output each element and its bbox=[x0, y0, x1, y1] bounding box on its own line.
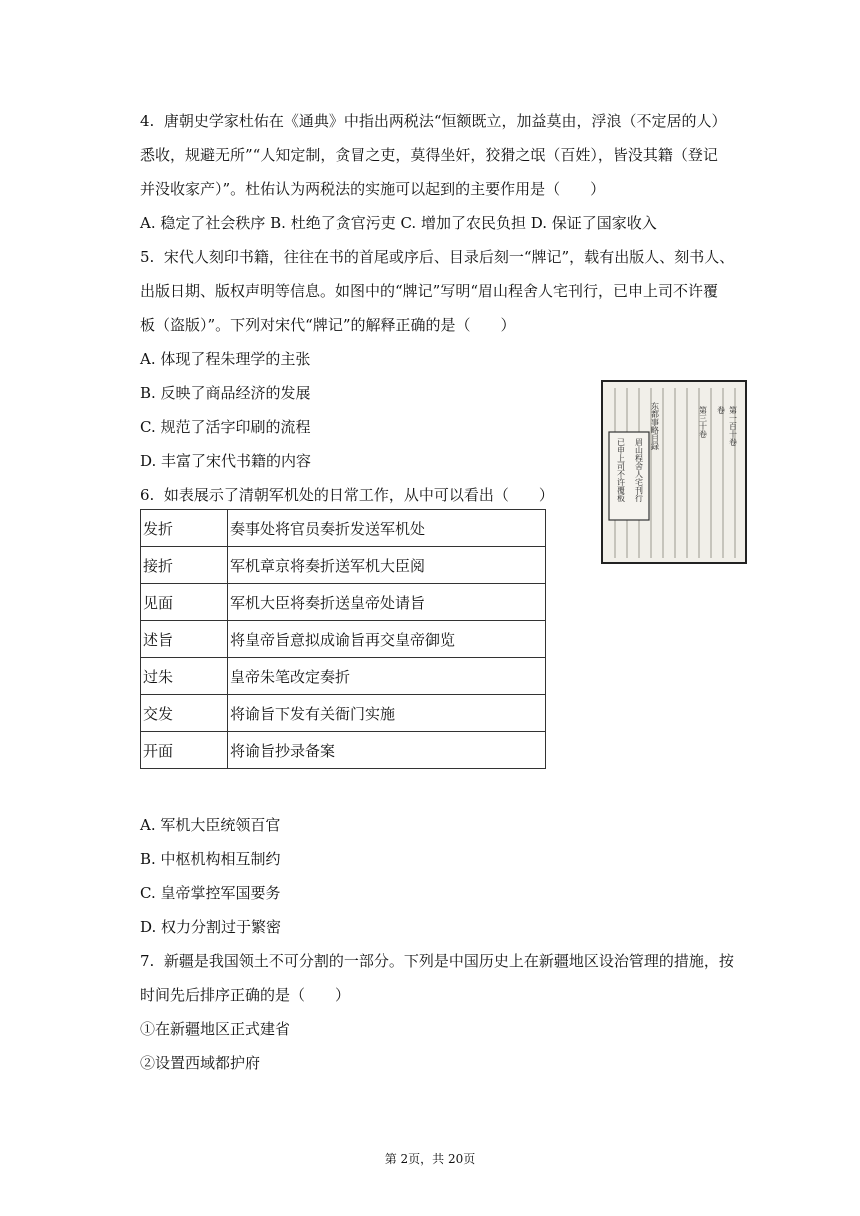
q5-stem-line2: 出版日期、版权声明等信息。如图中的“牌记”写明“眉山程舍人宅刊行，已申上司不许覆 bbox=[140, 282, 719, 300]
q4-stem-line1: 4. 唐朝史学家杜佑在《通典》中指出两税法“恒额既立，加益莫由，浮浪（不定居的人） bbox=[140, 112, 727, 130]
table-cell: 发折 bbox=[141, 510, 228, 547]
q6-option-c: C. 皇帝掌控军国要务 bbox=[140, 884, 281, 902]
table-row bbox=[141, 510, 546, 547]
q6-stem: 6. 如表展示了清朝军机处的日常工作，从中可以看出（ ） bbox=[140, 486, 554, 504]
q7-stem-line1: 7. 新疆是我国领土不可分割的一部分。下列是中国历史上在新疆地区设治管理的措施，按 bbox=[140, 952, 734, 970]
q7-item-2: ②设置西域都护府 bbox=[140, 1054, 261, 1072]
q4-stem-line3: 并没收家产）”。杜佑认为两税法的实施可以起到的主要作用是（ ） bbox=[140, 180, 606, 198]
q5-option-b: B. 反映了商品经济的发展 bbox=[140, 384, 311, 402]
table-row bbox=[141, 732, 546, 769]
colophon-text-a: 眉山程舍人宅刊行 bbox=[634, 438, 644, 502]
book-colophon-image bbox=[601, 380, 747, 564]
colophon-text-d2: 卷 bbox=[716, 406, 726, 414]
table-cell: 皇帝朱笔改定奏折 bbox=[228, 658, 546, 695]
table-cell: 军机章京将奏折送军机大臣阅 bbox=[228, 547, 546, 584]
table-cell: 将谕旨下发有关衙门实施 bbox=[228, 695, 546, 732]
colophon-text-d1: 第一百十卷 bbox=[728, 406, 738, 446]
table-cell: 军机大臣将奏折送皇帝处请旨 bbox=[228, 584, 546, 621]
q4-options: A. 稳定了社会秩序 B. 杜绝了贪官污吏 C. 增加了农民负担 D. 保证了国家收入 bbox=[140, 214, 657, 232]
table-row bbox=[141, 695, 546, 732]
colophon-text-e: 第三十卷 bbox=[698, 406, 708, 438]
table-cell: 开面 bbox=[141, 732, 228, 769]
q7-item-1: ①在新疆地区正式建省 bbox=[140, 1020, 291, 1038]
table-cell: 将谕旨抄录备案 bbox=[228, 732, 546, 769]
table-row bbox=[141, 547, 546, 584]
table-row bbox=[141, 658, 546, 695]
grand-council-table bbox=[140, 509, 546, 769]
q5-option-a: A. 体现了程朱理学的主张 bbox=[140, 350, 311, 368]
q6-option-a: A. 军机大臣统领百官 bbox=[140, 816, 281, 834]
table-cell: 奏事处将官员奏折发送军机处 bbox=[228, 510, 546, 547]
q5-option-c: C. 规范了活字印刷的流程 bbox=[140, 418, 311, 436]
page-footer: 第 2页，共 20页 bbox=[384, 1152, 476, 1166]
table-cell: 述旨 bbox=[141, 621, 228, 658]
q5-stem-line3: 板（盗版）”。下列对宋代“牌记”的解释正确的是（ ） bbox=[140, 316, 516, 334]
colophon-text-c: 东都事略目録 bbox=[650, 402, 660, 450]
table-row bbox=[141, 584, 546, 621]
table-cell: 过朱 bbox=[141, 658, 228, 695]
q5-stem-line1: 5. 宋代人刻印书籍，往往在书的首尾或序后、目录后刻一“牌记”，载有出版人、刻书人、 bbox=[140, 248, 735, 266]
q6-option-b: B. 中枢机构相互制约 bbox=[140, 850, 281, 868]
colophon-text-b: 已申上司不许覆板 bbox=[616, 438, 626, 502]
q6-option-d: D. 权力分割过于繁密 bbox=[140, 918, 282, 936]
table-row bbox=[141, 621, 546, 658]
q5-option-d: D. 丰富了宋代书籍的内容 bbox=[140, 452, 312, 470]
table-cell: 将皇帝旨意拟成谕旨再交皇帝御览 bbox=[228, 621, 546, 658]
q7-stem-line2: 时间先后排序正确的是（ ） bbox=[140, 986, 351, 1004]
table-cell: 接折 bbox=[141, 547, 228, 584]
q4-stem-line2: 悉收，规避无所”“人知定制，贪冒之吏，莫得坐奸，狡猾之氓（百姓），皆没其籍（登记 bbox=[140, 146, 718, 164]
table-cell: 交发 bbox=[141, 695, 228, 732]
table-cell: 见面 bbox=[141, 584, 228, 621]
